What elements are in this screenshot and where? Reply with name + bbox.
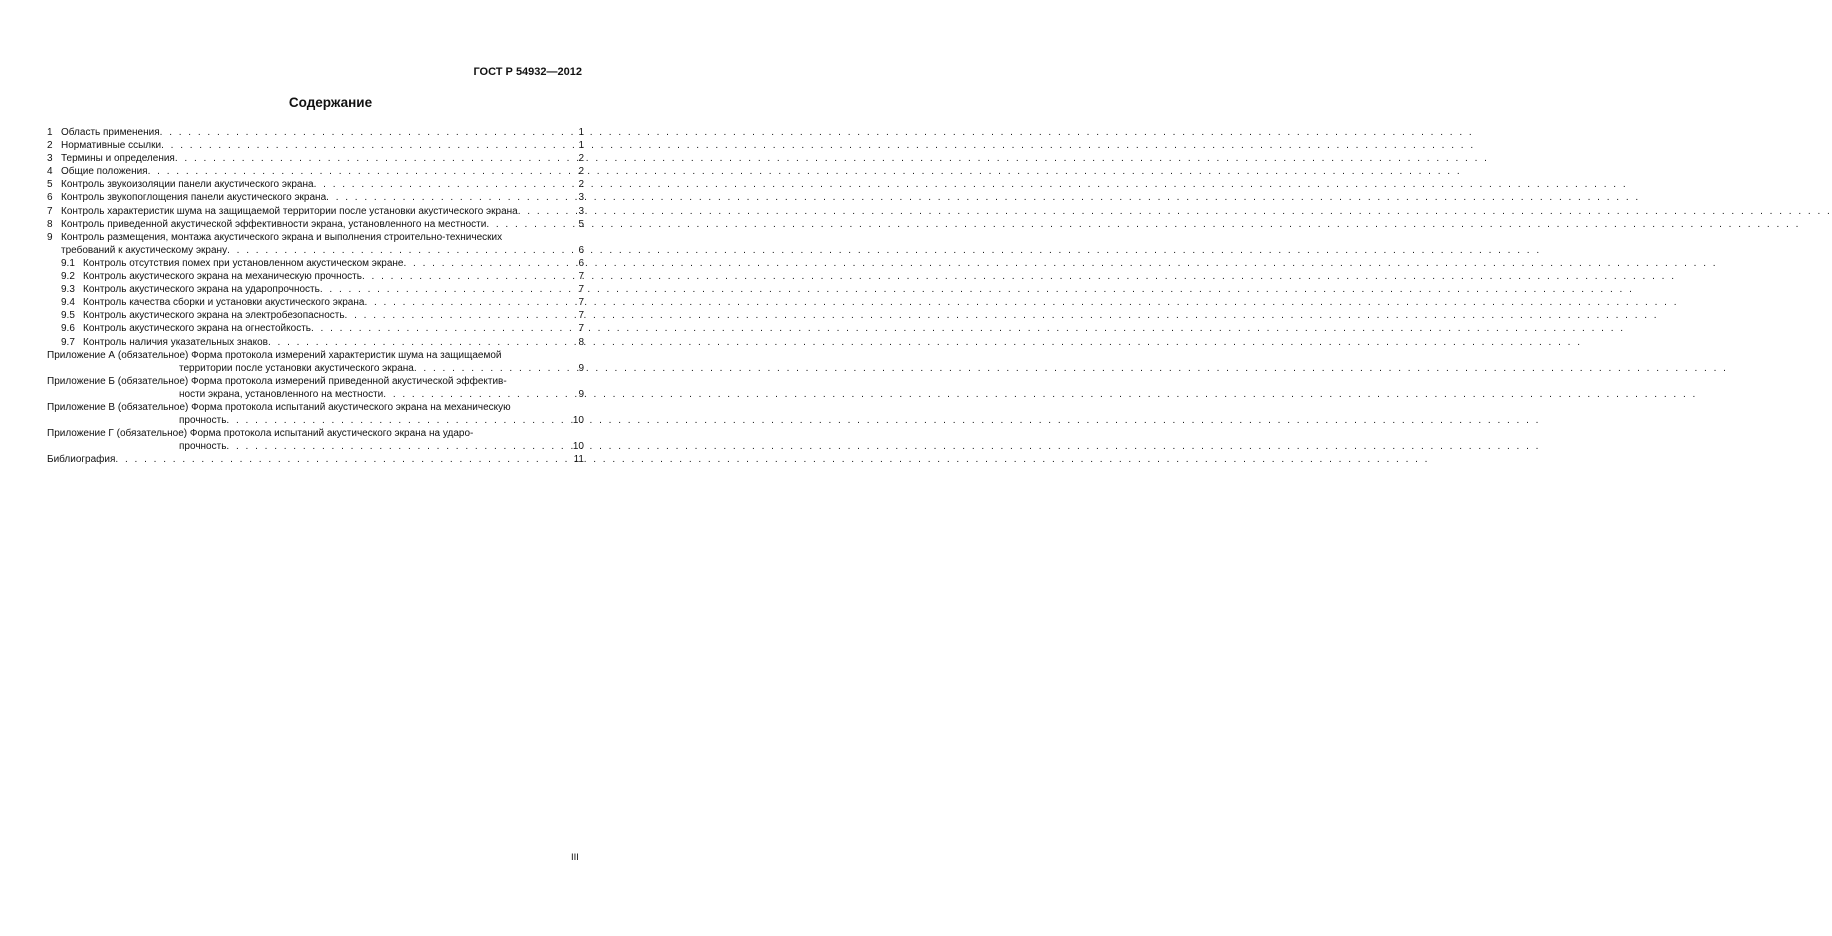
toc-page-number: 5 [578,218,584,230]
standard-number: ГОСТ Р 54932—2012 [473,66,582,78]
toc-page-number: 6 [578,257,584,269]
toc-entry-appendix-b[interactable]: Приложение Б (обязательное) Форма протокола измерений приведенной акустической эффектив- ности экрана, установленного на местности . . . 9 [47,375,584,401]
toc-entry-appendix-a[interactable]: Приложение А (обязательное) Форма протокола измерений характеристик шума на защищаемой территории после установки акустического экрана . . . 9 [47,349,584,375]
toc-entry-8[interactable]: 8 Контроль приведенной акустической эффективности экрана, установленного на местности . . . 5 [47,218,584,231]
toc-entry-9-4[interactable]: 9.4 Контроль качества сборки и установки акустического экрана . . . 7 [47,296,584,309]
toc-entry-9-3[interactable]: 9.3 Контроль акустического экрана на ударопрочность . . . 7 [47,283,584,296]
toc-page-number: 1 [578,140,584,152]
toc-page-number: 3 [578,205,584,217]
toc-entry-bibliography[interactable]: Библиография . . . 11 [47,453,584,466]
toc-entry-3[interactable]: 3 Термины и определения . . . 2 [47,152,584,165]
toc-page-number: 1 [578,127,584,138]
table-of-contents [47,126,584,466]
page-number-roman: III [571,852,579,863]
toc-page-number: 11 [573,454,584,466]
toc-page-number: 2 [578,179,584,191]
toc-page-number: 9 [578,362,584,374]
toc-entry-1[interactable]: 1 Область применения . . . 1 [47,126,584,139]
toc-entry-5[interactable]: 5 Контроль звукоизоляции панели акустического экрана . . . 2 [47,178,584,191]
toc-entry-7[interactable]: 7 Контроль характеристик шума на защищаемой территории после установки акустического экрана . . . 3 [47,205,584,218]
toc-entry-9[interactable]: 9 Контроль размещения, монтажа акустического экрана и выполнения строительно-технических требований к акустическому экрану . . . 6 [47,231,584,257]
toc-page-number: 3 [578,192,584,204]
toc-page-number: 7 [578,284,584,296]
toc-page-number: 8 [578,336,584,348]
toc-entry-9-7[interactable]: 9.7 Контроль наличия указательных знаков . . . 8 [47,336,584,349]
toc-entry-9-6[interactable]: 9.6 Контроль акустического экрана на огнестойкость . . . 7 [47,322,584,335]
toc-entry-9-1[interactable]: 9.1 Контроль отсутствия помех при установленном акустическом экране . . . 6 [47,257,584,270]
document-page [0,0,661,936]
toc-page-number: 2 [578,166,584,178]
toc-page-number: 9 [578,388,584,400]
toc-page-number: 10 [572,415,584,427]
toc-page-number: 7 [578,310,584,322]
toc-page-number: 2 [578,153,584,165]
toc-entry-appendix-v[interactable]: Приложение В (обязательное) Форма протокола испытаний акустического экрана на механическую прочность . . . 10 [47,401,584,427]
toc-entry-4[interactable]: 4 Общие положения . . . 2 [47,165,584,178]
toc-entry-2[interactable]: 2 Нормативные ссылки . . . 1 [47,139,584,152]
toc-entry-appendix-g[interactable]: Приложение Г (обязательное) Форма протокола испытаний акустического экрана на ударо- прочность . . . 10 [47,427,584,453]
toc-page-number: 10 [572,441,584,453]
toc-entry-9-2[interactable]: 9.2 Контроль акустического экрана на механическую прочность . . . 7 [47,270,584,283]
toc-entry-6[interactable]: 6 Контроль звукопоглощения панели акустического экрана . . . 3 [47,191,584,204]
toc-page-number: 7 [578,271,584,283]
toc-entry-9-5[interactable]: 9.5 Контроль акустического экрана на электробезопасность . . . 7 [47,309,584,322]
toc-page-number: 7 [578,323,584,335]
toc-page-number: 6 [578,244,584,256]
toc-page-number: 7 [578,297,584,309]
page-title: Содержание [288,95,373,110]
